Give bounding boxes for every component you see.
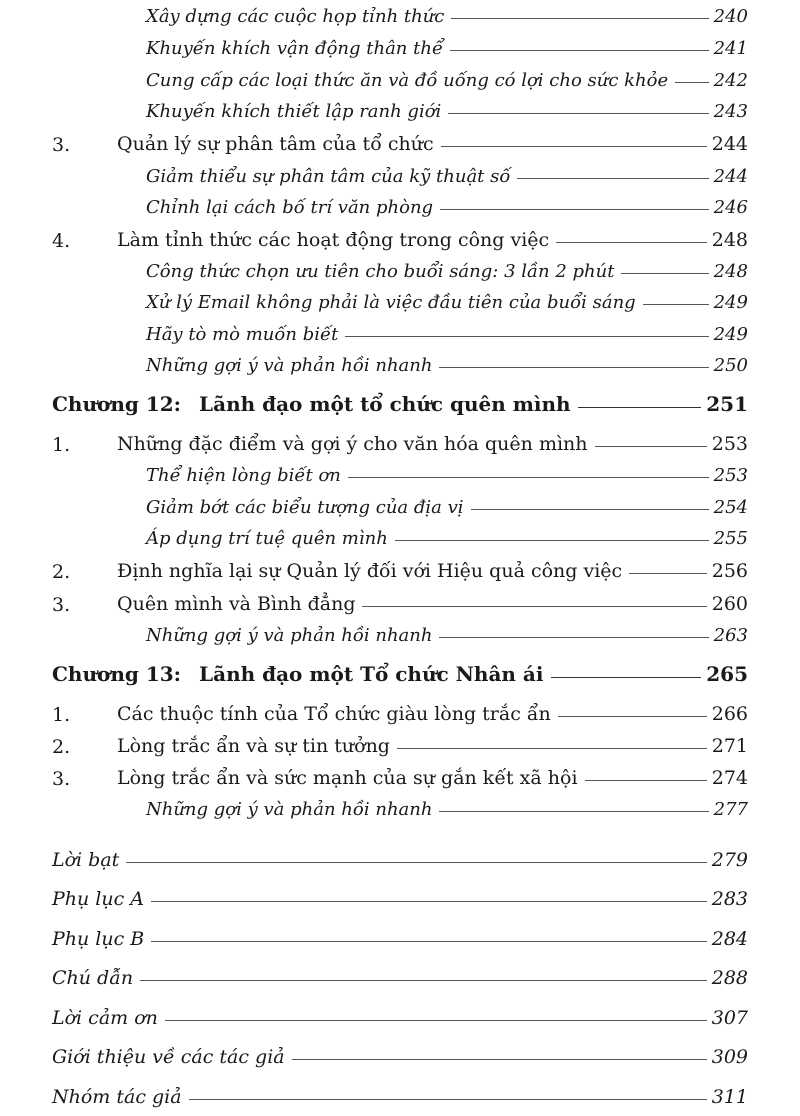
- leader-line: [471, 508, 709, 510]
- leader-line: [395, 539, 709, 541]
- toc-entry: [146, 528, 748, 549]
- chapter-page: 251: [706, 392, 748, 416]
- leader-line: [151, 900, 707, 902]
- toc-entry-page: 256: [711, 560, 748, 582]
- toc-entry-title: Các thuộc tính của Tổ chức giàu lòng trắc ẩn: [117, 703, 551, 725]
- toc-entry-title: Những gợi ý và phản hồi nhanh: [146, 799, 433, 820]
- toc-entry-title: Những gợi ý và phản hồi nhanh: [146, 625, 433, 646]
- toc-entry-page: 244: [713, 166, 748, 187]
- toc-entry-page: 279: [711, 849, 748, 871]
- back-matter-entry: [52, 888, 748, 910]
- toc-entry-title: Lời cảm ơn: [52, 1007, 158, 1029]
- leader-line: [451, 17, 708, 19]
- toc-entry-title: Lời bạt: [52, 849, 120, 871]
- toc-entry: [117, 735, 748, 757]
- leader-line: [165, 1019, 707, 1021]
- leader-line: [551, 676, 702, 678]
- section-number: 2.: [52, 561, 71, 583]
- toc-entry-title: Định nghĩa lại sự Quản lý đối với Hiệu quả công việc: [117, 560, 623, 582]
- leader-line: [621, 272, 708, 274]
- toc-entry-title: Những gợi ý và phản hồi nhanh: [146, 355, 433, 376]
- back-matter-entry: [52, 967, 748, 989]
- toc-entry-page: 244: [711, 133, 748, 155]
- toc-entry-page: 255: [713, 528, 748, 549]
- toc-entry-page: 253: [713, 465, 748, 486]
- toc-entry-page: 271: [711, 735, 748, 757]
- leader-line: [643, 303, 709, 305]
- toc-entry-title: Giảm bớt các biểu tượng của địa vị: [146, 497, 464, 518]
- toc-entry-title: Thể hiện lòng biết ơn: [146, 465, 341, 486]
- leader-line: [292, 1058, 707, 1060]
- toc-entry: [117, 703, 748, 725]
- toc-entry-page: 246: [713, 197, 748, 218]
- leader-line: [397, 747, 707, 749]
- chapter-13-heading: [52, 662, 748, 686]
- toc-entry-title: Phụ lục B: [52, 928, 145, 950]
- toc-entry-title: Quản lý sự phân tâm của tổ chức: [117, 133, 434, 155]
- toc-entry: [146, 799, 748, 820]
- toc-entry-title: Cung cấp các loại thức ăn và đồ uống có lợi cho sức khỏe: [146, 70, 669, 91]
- leader-line: [450, 49, 709, 51]
- leader-line: [345, 335, 708, 337]
- leader-line: [439, 636, 708, 638]
- leader-line: [578, 406, 702, 408]
- toc-entry: [146, 166, 748, 187]
- leader-line: [558, 715, 707, 717]
- toc-entry: [146, 324, 748, 345]
- toc-entry-title: Hãy tò mò muốn biết: [146, 324, 339, 345]
- toc-entry-page: 249: [713, 324, 748, 345]
- chapter-12-heading: [52, 392, 748, 416]
- leader-line: [140, 979, 707, 981]
- toc-entry: [146, 625, 748, 646]
- toc-entry: [146, 197, 748, 218]
- back-matter-entry: [52, 849, 748, 871]
- leader-line: [629, 572, 707, 574]
- toc-entry-title: Khuyến khích vận động thân thể: [146, 38, 444, 59]
- section-number: 2.: [52, 736, 71, 758]
- toc-entry: [117, 767, 748, 789]
- chapter-label: Chương 12:: [52, 392, 182, 416]
- toc-entry-page: 266: [711, 703, 748, 725]
- leader-line: [556, 241, 707, 243]
- section-number: 4.: [52, 230, 71, 252]
- toc-entry: [146, 6, 748, 27]
- toc-entry: [146, 465, 748, 486]
- toc-entry-page: 254: [713, 497, 748, 518]
- leader-line: [517, 177, 708, 179]
- section-number: 1.: [52, 434, 71, 456]
- leader-line: [439, 366, 708, 368]
- leader-line: [126, 861, 706, 863]
- toc-entry-page: 288: [711, 967, 748, 989]
- leader-line: [362, 605, 706, 607]
- toc-entry-page: 253: [711, 433, 748, 455]
- toc-entry-title: Giảm thiểu sự phân tâm của kỹ thuật số: [146, 166, 511, 187]
- toc-entry-page: 274: [711, 767, 748, 789]
- toc-entry-page: 249: [713, 292, 748, 313]
- toc-entry-page: 284: [711, 928, 748, 950]
- leader-line: [189, 1098, 707, 1100]
- toc-entry-title: Chú dẫn: [52, 967, 134, 989]
- toc-entry-page: 242: [713, 70, 748, 91]
- toc-entry: [117, 560, 748, 582]
- toc-entry: [146, 101, 748, 122]
- toc-entry-page: 250: [713, 355, 748, 376]
- toc-entry-title: Nhóm tác giả: [52, 1086, 182, 1108]
- section-number: 3.: [52, 594, 71, 616]
- leader-line: [440, 208, 709, 210]
- toc-entry-title: Xây dựng các cuộc họp tỉnh thức: [146, 6, 445, 27]
- chapter-label: Chương 13:: [52, 662, 182, 686]
- toc-entry-title: Phụ lục A: [52, 888, 145, 910]
- toc-entry: [146, 70, 748, 91]
- back-matter-entry: [52, 1007, 748, 1029]
- toc-entry-title: Lòng trắc ẩn và sức mạnh của sự gắn kết xã hội: [117, 767, 578, 789]
- toc-entry-page: 311: [711, 1086, 748, 1108]
- leader-line: [675, 81, 709, 83]
- leader-line: [151, 940, 706, 942]
- toc-entry-page: 241: [713, 38, 748, 59]
- toc-entry: [117, 229, 748, 251]
- toc-entry-title: Chỉnh lại cách bố trí văn phòng: [146, 197, 434, 218]
- toc-entry-page: 307: [711, 1007, 748, 1029]
- toc-entry-page: 240: [713, 6, 748, 27]
- toc-entry: [117, 433, 748, 455]
- toc-entry: [117, 593, 748, 615]
- section-number: 3.: [52, 134, 71, 156]
- toc-entry: [117, 133, 748, 155]
- toc-entry-title: Áp dụng trí tuệ quên mình: [146, 528, 388, 549]
- toc-entry: [146, 355, 748, 376]
- toc-entry-page: 283: [711, 888, 748, 910]
- leader-line: [448, 112, 708, 114]
- toc-entry-page: 263: [713, 625, 748, 646]
- toc-entry-page: 248: [713, 261, 748, 282]
- toc-entry-title: Quên mình và Bình đẳng: [117, 593, 356, 615]
- back-matter-entry: [52, 928, 748, 950]
- leader-line: [348, 476, 709, 478]
- toc-entry-title: Lòng trắc ẩn và sự tin tưởng: [117, 735, 390, 757]
- toc-entry-title: Công thức chọn ưu tiên cho buổi sáng: 3 lần 2 phút: [146, 261, 615, 282]
- back-matter-entry: [52, 1086, 748, 1108]
- toc-entry: [146, 261, 748, 282]
- chapter-page: 265: [706, 662, 748, 686]
- toc-entry-page: 260: [711, 593, 748, 615]
- toc-entry: [146, 497, 748, 518]
- toc-entry: [146, 38, 748, 59]
- toc-entry-title: Làm tỉnh thức các hoạt động trong công việc: [117, 229, 550, 251]
- section-number: 3.: [52, 768, 71, 790]
- toc-entry-title: Giới thiệu về các tác giả: [52, 1046, 285, 1068]
- toc-entry-title: Khuyến khích thiết lập ranh giới: [146, 101, 442, 122]
- toc-entry-title: Những đặc điểm và gợi ý cho văn hóa quên mình: [117, 433, 588, 455]
- toc-entry-page: 248: [711, 229, 748, 251]
- leader-line: [585, 779, 707, 781]
- toc-entry: [146, 292, 748, 313]
- toc-entry-page: 309: [711, 1046, 748, 1068]
- leader-line: [439, 810, 708, 812]
- toc-entry-page: 277: [713, 799, 748, 820]
- leader-line: [595, 445, 707, 447]
- leader-line: [441, 145, 707, 147]
- chapter-title: Lãnh đạo một tổ chức quên mình: [199, 392, 571, 416]
- toc-entry-title: Xử lý Email không phải là việc đầu tiên của buổi sáng: [146, 292, 636, 313]
- toc-entry-page: 243: [713, 101, 748, 122]
- section-number: 1.: [52, 704, 71, 726]
- chapter-title: Lãnh đạo một Tổ chức Nhân ái: [199, 662, 544, 686]
- back-matter-entry: [52, 1046, 748, 1068]
